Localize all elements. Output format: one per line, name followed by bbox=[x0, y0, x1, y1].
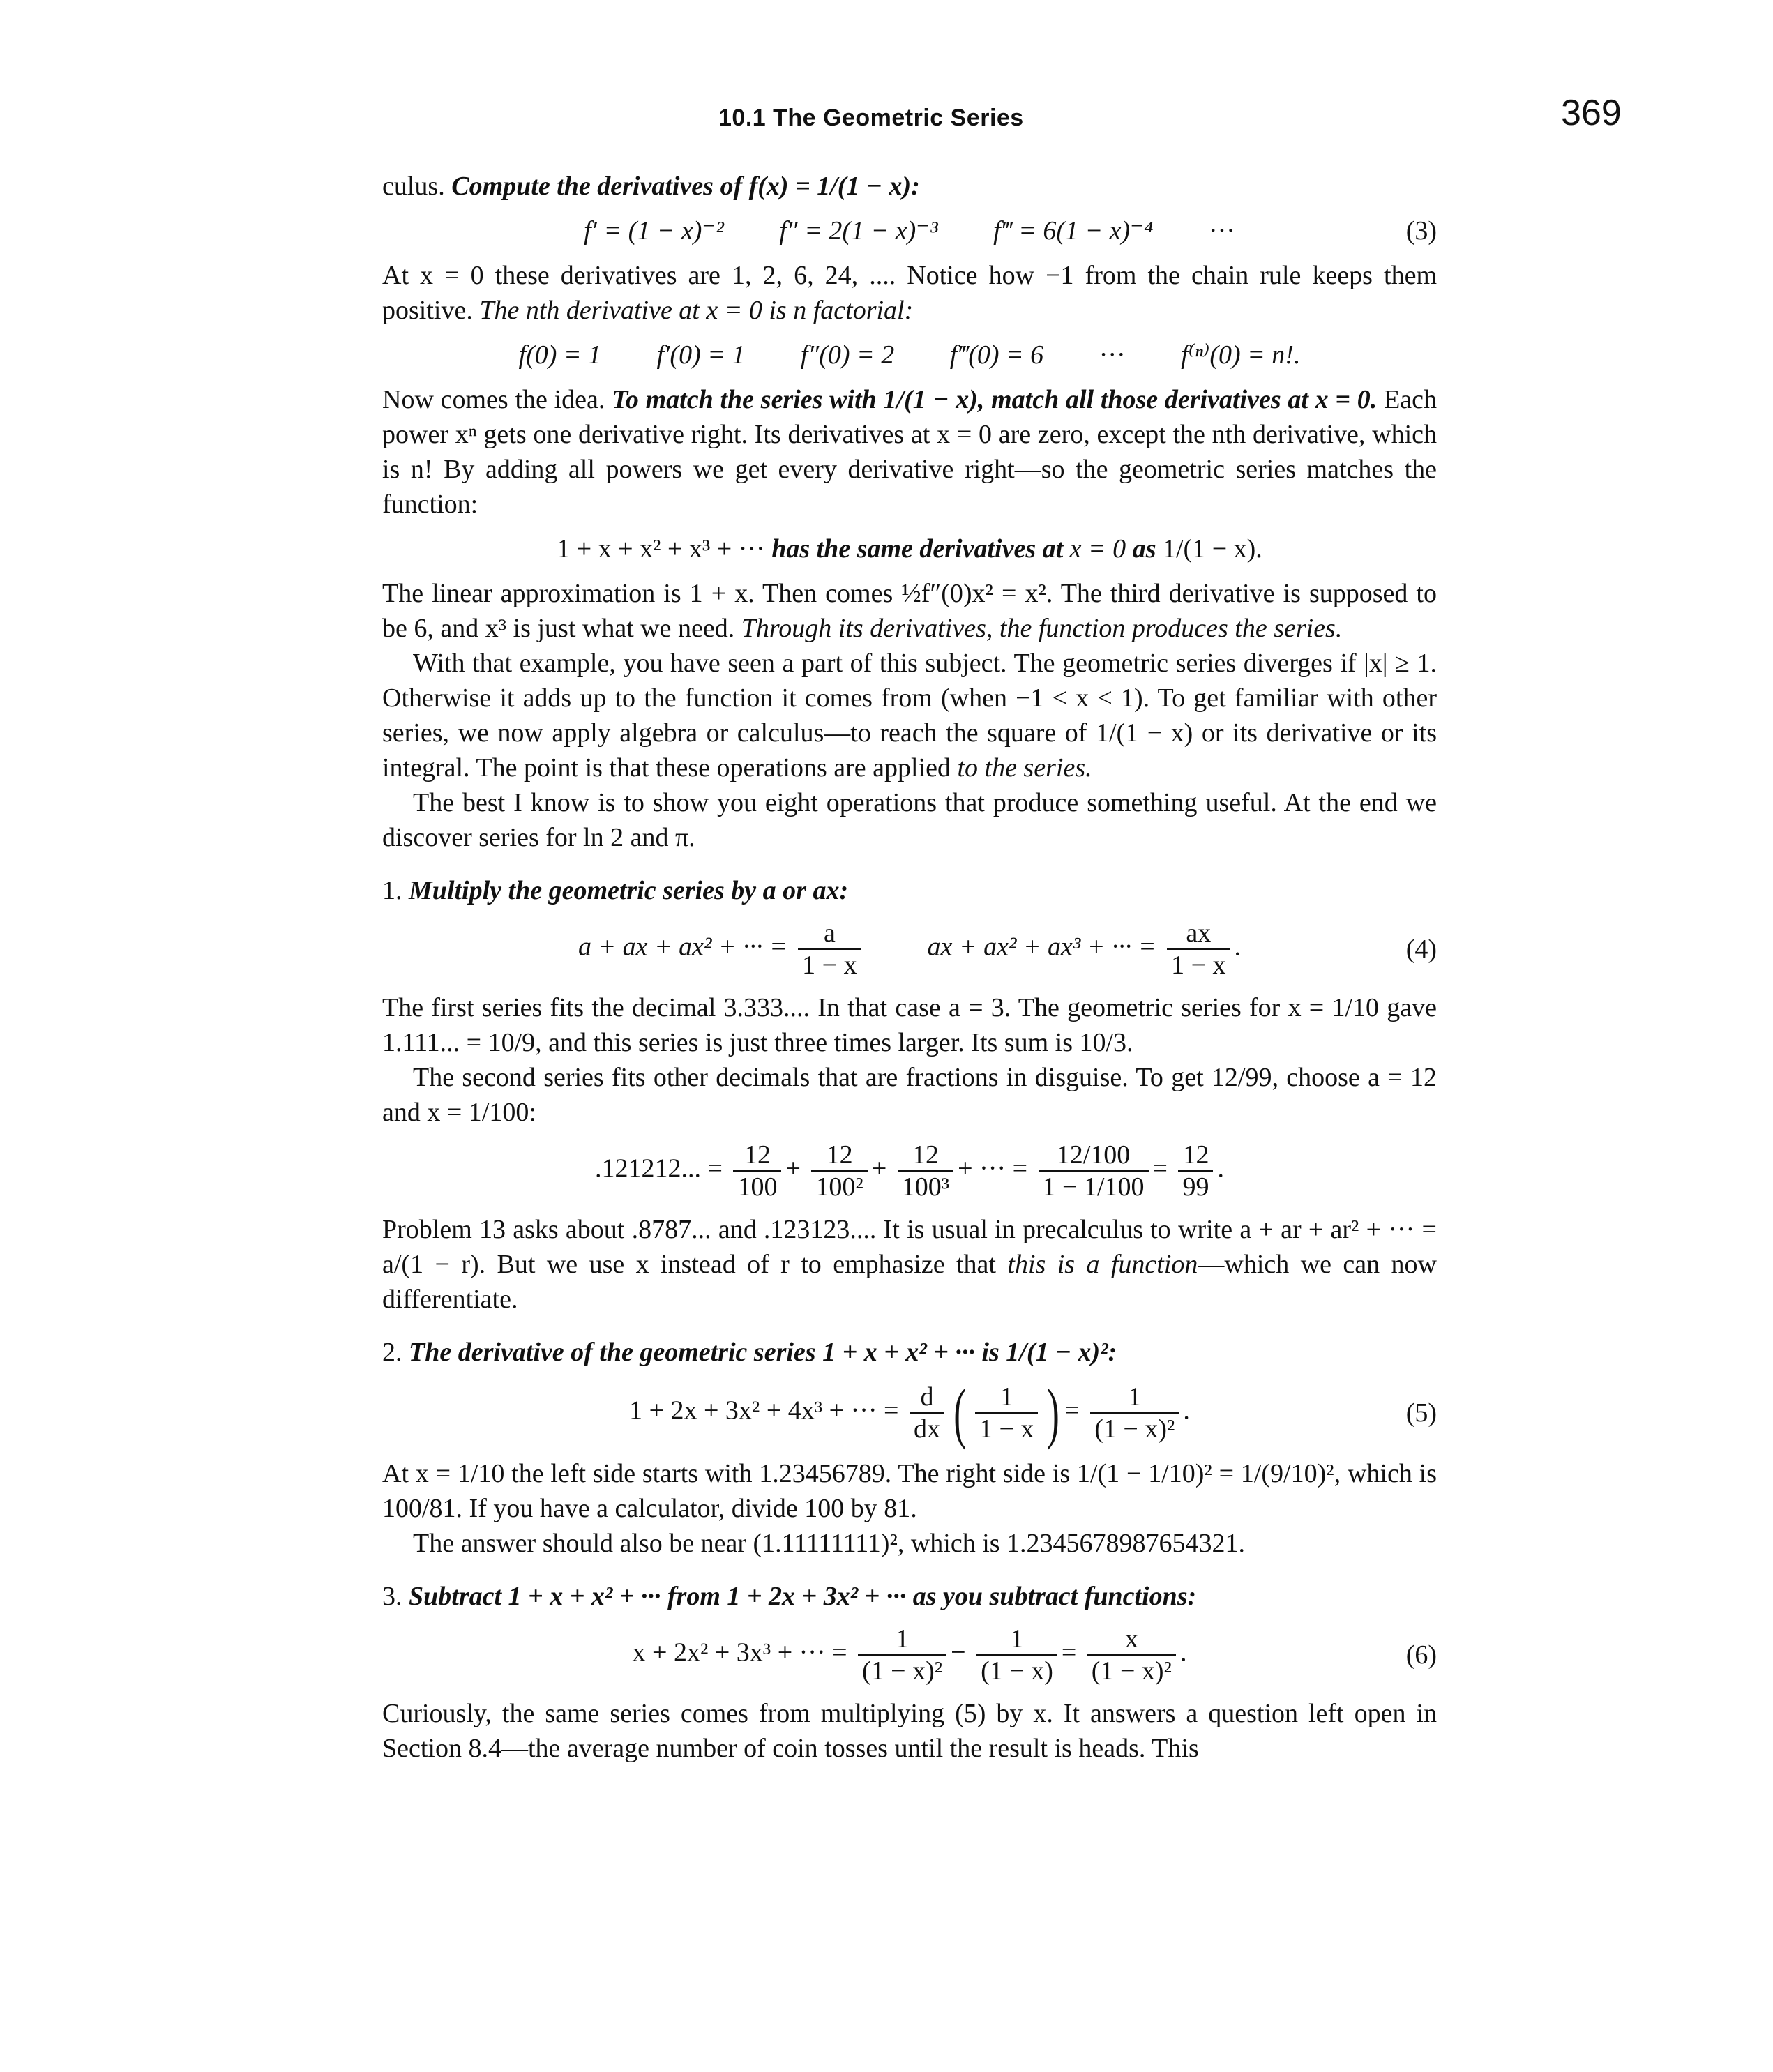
right-paren: ) bbox=[1047, 1375, 1060, 1450]
fraction bbox=[733, 1140, 781, 1202]
denominator: 1 − x bbox=[975, 1412, 1038, 1444]
fraction bbox=[811, 1140, 867, 1202]
numerator: 12 bbox=[744, 1140, 771, 1170]
equation-number: (5) bbox=[1405, 1398, 1437, 1428]
section-title: 10.1 The Geometric Series bbox=[718, 105, 1024, 131]
text: Problem 13 asks about .8787... and .123123.... It is usual in precalculus to write a + ar + ar² + ··· = a/(1 − r). But we use x instead of r to emphasize that bbox=[382, 1215, 1437, 1279]
fraction bbox=[1178, 1140, 1213, 1202]
text: At x = 0 these derivatives are 1, 2, 6, 24, .... Notice how −1 from the chain rule keeps them positive. bbox=[382, 261, 1437, 325]
emphasis: Through its derivatives, the function produces the series. bbox=[741, 614, 1343, 643]
equation-derivatives bbox=[382, 338, 1437, 372]
numerator: 1 bbox=[1010, 1624, 1024, 1654]
paragraph bbox=[382, 576, 1437, 646]
equation-4 bbox=[382, 918, 1437, 981]
fraction bbox=[1087, 1624, 1176, 1686]
emphasis: To match the series with 1/(1 − x), match all those derivatives at x = 0. bbox=[612, 385, 1378, 414]
equation-5: 1 + 2x + 3x² + 4x³ + ··· = $\frac{d}{dx}$ ( $\frac{1}{1 - x}$ ) = $\frac{1}{\text{(1 − x)²}}$ . (5) bbox=[629, 1375, 1437, 1450]
equation-term: x + 2x² + 3x³ + ··· = bbox=[632, 1638, 847, 1668]
fraction bbox=[798, 918, 861, 981]
denominator: 100³ bbox=[898, 1170, 953, 1202]
denominator: (1 − x)² bbox=[858, 1654, 946, 1686]
equation-match bbox=[382, 531, 1437, 566]
denominator: 1 − x bbox=[798, 948, 861, 981]
paragraph: The second series fits other decimals that are fractions in disguise. To get 12/99, choose a = 12 and x = 1/100: bbox=[382, 1063, 1437, 1127]
numerator: d bbox=[920, 1382, 934, 1412]
emphasis: has the same derivatives at bbox=[771, 534, 1064, 564]
paragraph bbox=[382, 258, 1437, 328]
denominator: dx bbox=[910, 1412, 944, 1444]
left-paren: ( bbox=[953, 1375, 966, 1450]
equation-term: .121212... = bbox=[595, 1154, 723, 1184]
equation-number: (4) bbox=[1405, 935, 1437, 964]
numerator: 1 bbox=[896, 1624, 910, 1654]
equation-term: f⁽ⁿ⁾(0) = n!. bbox=[1181, 340, 1301, 370]
fraction bbox=[858, 1624, 946, 1686]
heading-text: Multiply the geometric series by a or ax: bbox=[409, 876, 849, 905]
paragraph: At x = 1/10 the left side starts with 1.23456789. The right side is 1/(1 − 1/10)² = 1/(9/10)², which is 100/81. If you have a calculator, divide 100 by 81. bbox=[382, 1459, 1437, 1523]
numerator: 12 bbox=[826, 1140, 853, 1170]
page-body bbox=[382, 169, 1437, 1766]
equation-3 bbox=[382, 213, 1437, 248]
numerator: 12 bbox=[912, 1140, 939, 1170]
text: Each power xⁿ gets one derivative right. Its derivatives at x = 0 are zero, except the nth derivative, which is n! By adding all powers we get every derivative right—so the geometric series matches the function: bbox=[382, 385, 1438, 519]
emphasis: as bbox=[1132, 534, 1156, 564]
numerator: 1 bbox=[1128, 1382, 1142, 1412]
equation-6: x + 2x² + 3x³ + ··· = $\frac{1}{\text{(1 − x)²}}$ − $\frac{1}{(1 - x)}$ = $\frac{x}{\text{(1 − x)²}}$ . (6) bbox=[632, 1624, 1437, 1686]
equation-term: f′ = (1 − x)⁻² bbox=[584, 216, 724, 245]
heading-number: 3. bbox=[382, 1582, 402, 1611]
paragraph bbox=[382, 1212, 1437, 1317]
equation-term: ··· bbox=[1099, 340, 1126, 370]
fraction bbox=[975, 1382, 1038, 1444]
numerator: 12/100 bbox=[1056, 1140, 1131, 1170]
equation-term: f″ = 2(1 − x)⁻³ bbox=[779, 216, 938, 245]
fraction bbox=[1090, 1382, 1179, 1444]
numerator: ax bbox=[1186, 918, 1212, 948]
equation-term: f(0) = 1 bbox=[518, 340, 602, 370]
operation-heading-3 bbox=[382, 1579, 1437, 1614]
denominator: 100 bbox=[733, 1170, 781, 1202]
equation-number: (6) bbox=[1405, 1640, 1437, 1670]
text: With that example, you have seen a part of this subject. The geometric series diverges if |x| ≥ 1. Otherwise it adds up to the function it comes from (when −1 < x < 1). To get familiar with other series, we now apply algebra or calculus—to reach the square of 1/(1 − x) or its derivative or its integral. The point is that these operations are applied bbox=[382, 649, 1437, 782]
heading-number: 2. bbox=[382, 1338, 402, 1367]
numerator: 12 bbox=[1182, 1140, 1209, 1170]
equation-term: f″(0) = 2 bbox=[800, 340, 895, 370]
numerator: 1 bbox=[999, 1382, 1013, 1412]
fraction bbox=[1167, 918, 1230, 981]
paragraph: Curiously, the same series comes from multiplying (5) by x. It answers a question left open in Section 8.4—the average number of coin tosses until the result is heads. This bbox=[382, 1699, 1437, 1763]
operation-heading-2 bbox=[382, 1335, 1437, 1370]
emphasis: to the series. bbox=[957, 753, 1092, 782]
equation-number: (3) bbox=[1405, 216, 1437, 245]
paragraph: The first series fits the decimal 3.333.... In that case a = 3. The geometric series for x = 1/10 gave 1.111... = 10/9, and this series is just three times larger. Its sum is 10/3. bbox=[382, 993, 1437, 1057]
equation-term: 1/(1 − x). bbox=[1162, 534, 1262, 564]
emphasis: this is a function bbox=[1007, 1250, 1198, 1279]
equation-term: x = 0 bbox=[1069, 534, 1126, 564]
punctuation: . bbox=[1234, 932, 1242, 962]
denominator: 1 − x bbox=[1167, 948, 1230, 981]
heading-text: The derivative of the geometric series 1 + x + x² + ··· is 1/(1 − x)²: bbox=[409, 1338, 1117, 1367]
equation-term: ax + ax² + ax³ + ··· = bbox=[927, 932, 1156, 962]
operation-heading-1 bbox=[382, 873, 1437, 908]
numerator: a bbox=[823, 918, 836, 948]
equation-term: f‴ = 6(1 − x)⁻⁴ bbox=[993, 216, 1154, 245]
denominator: 99 bbox=[1178, 1170, 1213, 1202]
fraction bbox=[1039, 1140, 1149, 1202]
equation-term: f′(0) = 1 bbox=[656, 340, 746, 370]
emphasis: The nth derivative at x = 0 is n factorial: bbox=[479, 296, 914, 325]
equation-term: a + ax + ax² + ··· = bbox=[578, 932, 787, 962]
text: culus. bbox=[382, 172, 445, 201]
paragraph bbox=[382, 169, 1437, 204]
text: The linear approximation is 1 + x. Then comes ½f″(0)x² = x². The third derivative is supposed to be 6, and x³ is just what we need. bbox=[382, 579, 1437, 643]
fraction bbox=[910, 1382, 944, 1444]
heading-number: 1. bbox=[382, 876, 402, 905]
denominator: (1 − x)² bbox=[1090, 1412, 1179, 1444]
text: —which we can now differentiate. bbox=[382, 1250, 1438, 1314]
text: Now comes the idea. bbox=[382, 385, 605, 414]
page-number: 369 bbox=[1561, 93, 1622, 133]
equation-term: f‴(0) = 6 bbox=[949, 340, 1044, 370]
denominator: 100² bbox=[811, 1170, 867, 1202]
denominator: (1 − x) bbox=[976, 1654, 1057, 1686]
denominator: (1 − x)² bbox=[1087, 1654, 1176, 1686]
emphasis: Compute the derivatives of f(x) = 1/(1 − x): bbox=[451, 172, 920, 201]
equation-term: ··· bbox=[1208, 216, 1235, 245]
equation-term: 1 + x + x² + x³ + ··· bbox=[557, 534, 765, 564]
paragraph bbox=[382, 646, 1437, 785]
heading-text: Subtract 1 + x + x² + ··· from 1 + 2x + 3x² + ··· as you subtract functions: bbox=[409, 1582, 1197, 1611]
fraction bbox=[898, 1140, 953, 1202]
numerator: x bbox=[1124, 1624, 1138, 1654]
fraction bbox=[976, 1624, 1057, 1686]
paragraph: The best I know is to show you eight operations that produce something useful. At the end we discover series for ln 2 and π. bbox=[382, 788, 1437, 852]
paragraph bbox=[382, 382, 1437, 522]
paragraph: The answer should also be near (1.11111111)², which is 1.2345678987654321. bbox=[413, 1529, 1246, 1558]
equation-decimal: .121212... = $\frac{12}{100}$ + $\frac{12}{\text{100²}}$ + $\frac{12}{\text{100³}}$ + ··· = $\frac{12/100}{1 - 1/100}$ = $\frac{12}{99}$ . bbox=[595, 1140, 1224, 1202]
denominator: 1 − 1/100 bbox=[1039, 1170, 1149, 1202]
equation-term: 1 + 2x + 3x² + 4x³ + ··· = bbox=[629, 1396, 899, 1426]
